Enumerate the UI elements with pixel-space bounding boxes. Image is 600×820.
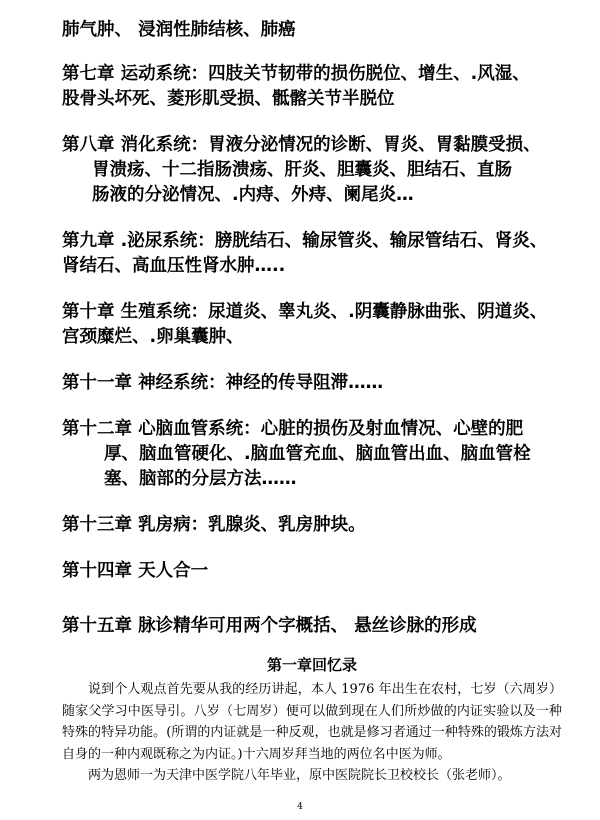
table-of-contents [62,18,582,660]
toc-line: 第八章 消化系统：胃液分泌情况的诊断、胃炎、胃黏膜受损、 [62,135,541,155]
chapter-title: 第一章回忆录 [266,656,357,674]
toc-line: 股骨头坏死、菱形肌受损、骶髂关节半脱位 [62,89,395,109]
toc-line: 第十三章 乳房病：乳腺炎、乳房肿块。 [62,515,366,535]
toc-line: 肾结石、高血压性肾水肿….. [62,256,286,276]
toc-line: 宫颈糜烂、.卵巢囊肿、 [62,327,244,347]
toc-line: 第十五章 脉诊精华可用两个字概括、 悬丝诊脉的形成 [62,616,477,636]
toc-entry-chapter-15 [62,614,582,639]
toc-entry-chapter-9 [62,229,582,279]
toc-line: 第七章 运动系统：四肢关节韧带的损伤脱位、增生、.风湿、 [62,64,530,84]
toc-line: 肺气肿、 浸润性肺结核、肺癌 [62,20,296,40]
chapter-one-body [62,655,562,787]
toc-line: 胃溃疡、十二指肠溃疡、肝炎、胆囊炎、胆结石、直肠 [92,160,512,180]
toc-entry-chapter-7 [62,62,582,112]
toc-entry-chapter-11 [62,371,582,396]
toc-line: 塞、脑部的分层方法…… [104,469,297,489]
toc-line: 厚、脑血管硬化、.脑血管充血、脑血管出血、脑血管栓 [104,444,531,464]
page-number: 4 [297,802,303,812]
toc-line: 肠液的分泌情况、.内痔、外痔、阑尾炎… [92,185,414,205]
toc-continuation [62,18,582,43]
body-paragraph: 说到个人观点首先要从我的经历讲起，本人 1976 年出生在农村，七岁（六周岁）随家父学习中医导引。八岁（七周岁）便可以做到现在人们所炒做的内证实验以及一种特殊的特异功能。(所谓的内证就是一种反观，也就是修习者通过一种特殊的锻炼方法对自身的一种内观既称之为内证。)十六周岁拜当地的两位名中医为师。 [62,682,562,762]
toc-entry-chapter-8 [62,133,582,208]
toc-entry-chapter-10 [62,300,582,350]
toc-entry-chapter-13 [62,513,582,538]
body-paragraph: 两为恩师一为天津中医学院八年毕业，原中医院院长卫校校长（张老师）。 [88,768,511,783]
toc-line: 第十一章 神经系统：神经的传导阻滞…… [62,373,384,393]
toc-line: 第十章 生殖系统：尿道炎、睾丸炎、.阴囊静脉曲张、阴道炎、 [62,302,548,322]
toc-line: 第九章 .泌尿系统：膀胱结石、输尿管炎、输尿管结石、肾炎、 [62,231,548,251]
toc-entry-chapter-12 [62,417,582,492]
toc-line: 第十四章 天人合一 [62,561,209,581]
toc-line: 第十二章 心脑血管系统：心脏的损伤及射血情况、心壁的肥 [62,419,524,439]
toc-entry-chapter-14 [62,559,582,584]
